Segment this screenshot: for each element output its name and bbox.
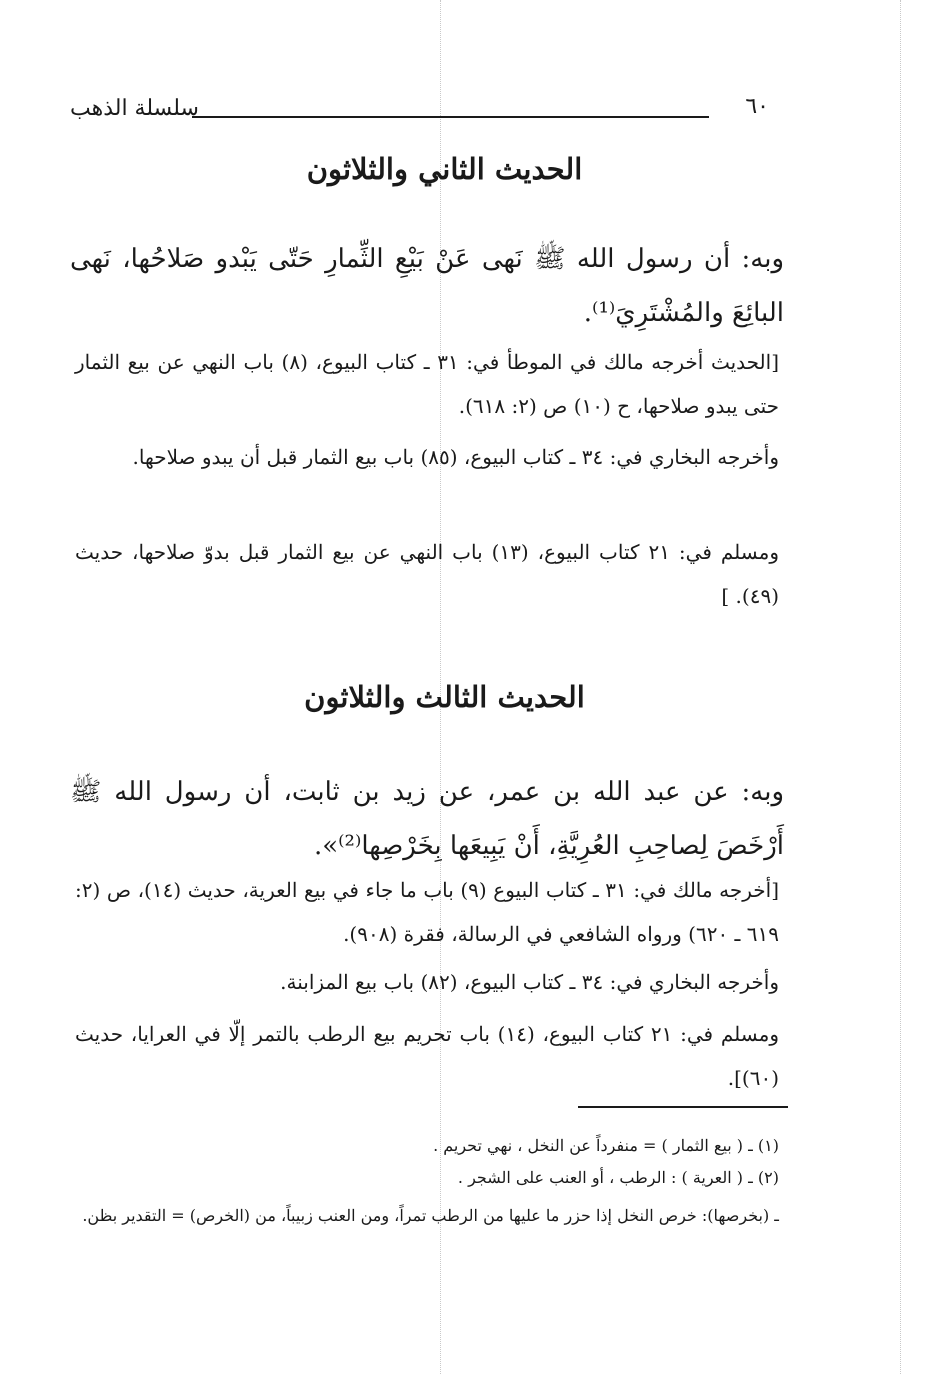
section-heading: الحديث الثاني والثلاثون: [306, 152, 583, 186]
takhrij-note: وأخرجه البخاري في: ٣٤ ـ كتاب البيوع، (٨٥) باب بيع الثمار قبل أن يبدو صلاحها.: [132, 445, 779, 469]
takhrij-note: وأخرجه البخاري في: ٣٤ ـ كتاب البيوع، (٨٢) باب بيع المزابنة.: [280, 970, 779, 994]
takhrij-note: [الحديث أخرجه مالك في الموطأ في: ٣١ ـ كتاب البيوع، (٨) باب النهي عن بيع الثمار حتى يبدو صلاحها، ح (١٠) ص (٢: ٦١٨).: [75, 350, 780, 418]
takhrij-note: [أخرجه مالك في: ٣١ ـ كتاب البيوع (٩) باب ما جاء في بيع العرية، حديث (١٤)، ص (٢: ٦١٩ ـ ٦٢٠) ورواه الشافعي في الرسالة، فقرة (٩٠٨).: [75, 878, 779, 946]
footnote-rule: [578, 1106, 788, 1108]
section-heading: الحديث الثالث والثلاثون: [304, 680, 585, 714]
running-title: سلسلة الذهب: [70, 96, 199, 121]
footnote: (٢) ـ ( العرية ) : الرطب ، أو العنب على الشجر .: [457, 1168, 779, 1187]
page-header: [70, 96, 769, 126]
page-number: ٦٠: [745, 94, 769, 119]
scan-guide-line: [900, 0, 901, 1374]
takhrij-note: ومسلم في: ٢١ كتاب البيوع، (١٤) باب تحريم بيع الرطب بالتمر إلّا في العرايا، حديث (٦٠)].: [75, 1022, 779, 1090]
header-rule: [192, 116, 709, 118]
footnote: ـ (بخرصها): خرص النخل إذا حزر ما عليها من الرطب تمراً، ومن العنب زبيباً، من (الخرص) = التقدير بظن.: [82, 1206, 779, 1225]
footnote: (١) ـ ( بيع الثمار ) = منفرداً عن النخل ، نهي تحريم .: [433, 1136, 779, 1155]
takhrij-note: ومسلم في: ٢١ كتاب البيوع، (١٣) باب النهي عن بيع الثمار قبل بدوّ صلاحها، حديث (٤٩). ]: [75, 540, 780, 608]
hadith-text: وبه: أن رسول الله ﷺ نَهى عَنْ بَيْعِ الثِّمارِ حَتّى يَبْدو صَلاحُها، نَهى البائِعَ والمُشْتَرِيَ⁽¹⁾.: [70, 244, 784, 328]
hadith-text: وبه: عن عبد الله بن عمر، عن زيد بن ثابت، أن رسول الله ﷺ أَرْخَصَ لِصاحِبِ العُرِيَّةِ، أَنْ يَبِيعَها بِخَرْصِها⁽²⁾».: [70, 777, 784, 861]
